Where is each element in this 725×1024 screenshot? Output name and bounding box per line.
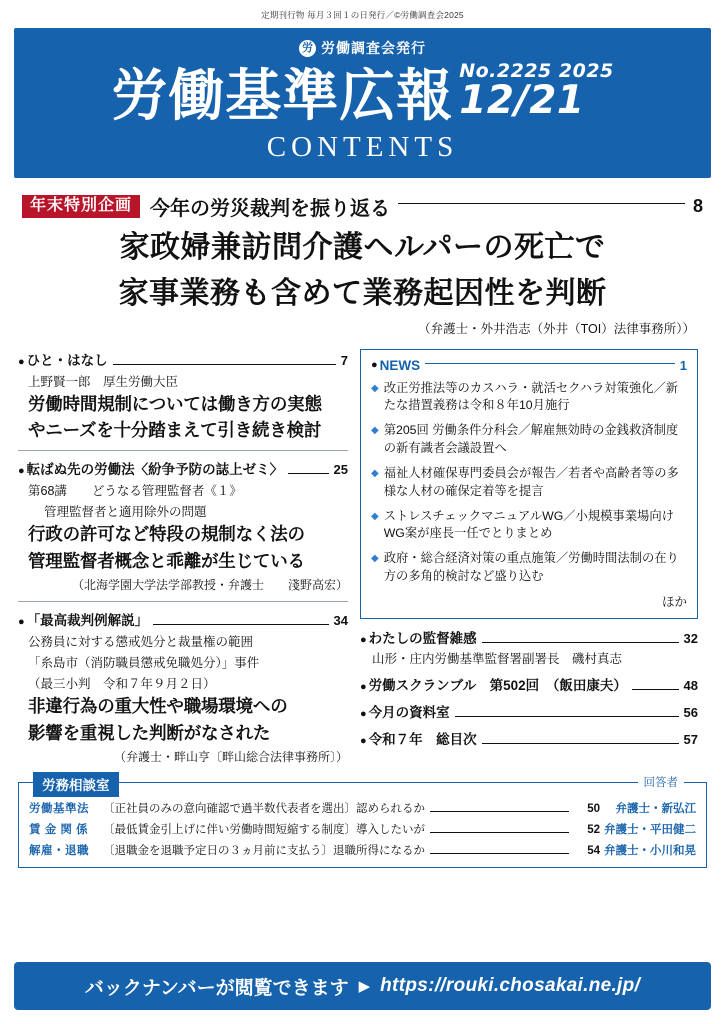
entry-header (360, 627, 698, 647)
diamond-bullet-icon: ◆ (371, 382, 379, 394)
feature-title-line1: 家政婦兼訪問介護ヘルパーの死亡で (119, 231, 606, 264)
entry-page: 48 (683, 677, 698, 693)
consultation-page: 50 (587, 803, 600, 816)
divider (18, 450, 348, 451)
bullet-icon: ● (360, 633, 367, 646)
diamond-bullet-icon: ◆ (371, 510, 379, 522)
diamond-bullet-icon: ◆ (371, 425, 379, 437)
toc-entry-kantoku-zakkan[interactable] (360, 627, 698, 667)
toc-entry-shiryoshitsu[interactable] (360, 701, 698, 721)
leader-rule (425, 363, 675, 364)
leader-rule (288, 473, 328, 474)
toc-entry-hito-hanashi[interactable] (18, 349, 348, 443)
answerer-label: 回答者 (638, 774, 685, 790)
entry-page: 7 (340, 352, 348, 368)
feature-article (22, 192, 703, 337)
news-box[interactable] (360, 349, 698, 619)
issue-block (459, 62, 614, 125)
entry-headline-2: やニーズを十分踏まえて引き続き検討 (28, 420, 322, 441)
circle-logo-icon: 労 (299, 40, 316, 57)
entry-subtitle: 山形・庄内労働基準監督署副署長 磯村真志 (372, 651, 623, 666)
leader-rule (455, 716, 679, 717)
toc-entry-saikosai[interactable] (18, 609, 348, 765)
entry-subtitle: 公務員に対する懲戒処分と裁量権の範囲 (28, 635, 254, 650)
news-title: NEWS (379, 357, 421, 373)
consultation-answerer: 弁護士・小川和晃 (604, 845, 696, 858)
news-item[interactable] (371, 380, 687, 416)
right-column (360, 349, 698, 774)
entry-title: 今月の資料室 (368, 704, 450, 720)
consultation-category: 労働基準法 (29, 803, 89, 816)
bullet-icon: ● (18, 616, 25, 629)
entry-title: わたしの監督雑感 (368, 630, 477, 646)
leader-rule (430, 853, 569, 854)
news-item[interactable] (371, 550, 687, 586)
toc-entry-scramble[interactable] (360, 674, 698, 694)
news-item-text: 改正労推法等のカスハラ・就活セクハラ対策強化／新たな措置義務は令和８年10月施行 (383, 380, 679, 413)
toc-entry-rodoho[interactable] (18, 458, 348, 593)
entry-subtitle: 上野賢一郎 厚生労働大臣 (28, 374, 179, 389)
entry-title: 転ばぬ先の労働法〈紛争予防の誌上ゼミ〉 (26, 462, 284, 478)
masthead (14, 28, 711, 178)
leader-rule (430, 832, 569, 833)
issue-number: No.2225 2025 (459, 60, 614, 82)
consultation-category: 解雇・退職 (29, 845, 89, 858)
consultation-page: 52 (587, 824, 600, 837)
entry-header (360, 728, 698, 748)
entry-page: 25 (333, 462, 348, 478)
feature-header-row (22, 192, 703, 221)
entry-title: ひと・はなし (26, 352, 108, 368)
divider (18, 601, 348, 602)
news-page: 1 (679, 357, 687, 373)
toc-entry-sokumoji[interactable] (360, 728, 698, 748)
feature-subtitle: 今年の労災裁判を振り返る (150, 198, 391, 220)
feature-page-number: 8 (692, 196, 703, 216)
entry-header (360, 674, 698, 694)
entry-headline-1: 労働時間規制については働き方の実態 (28, 393, 322, 414)
news-item[interactable] (371, 465, 687, 501)
bullet-icon: ● (18, 355, 25, 368)
leader-rule (398, 203, 685, 204)
diamond-bullet-icon: ◆ (371, 553, 379, 565)
entry-header (18, 609, 348, 629)
bullet-icon: ● (360, 707, 367, 720)
news-header (371, 358, 687, 373)
entry-title: 労働スクランブル 第502回 （飯田康夫） (368, 677, 627, 693)
consultation-page: 54 (587, 845, 600, 858)
leader-rule (153, 624, 328, 625)
entry-subtitle-2: 管理監督者と適用除外の問題 (44, 505, 207, 520)
news-more-label: ほか (661, 594, 687, 609)
contents-columns (18, 349, 707, 774)
leader-rule (430, 811, 569, 812)
feature-title-line2: 家事業務も含めて業務起因性を判断 (118, 276, 607, 310)
bullet-icon: ● (18, 465, 25, 478)
consultation-answerer: 弁護士・平田健二 (604, 824, 696, 837)
news-item-text: 政府・総合経済対策の重点施策／労働時間法制の在り方の多角的検討など盛り込む (383, 551, 679, 584)
issue-date: 12/21 (459, 78, 585, 123)
left-column (18, 349, 348, 774)
entry-headline-2: 管理監督者概念と乖離が生じている (28, 550, 305, 571)
back-number-banner[interactable] (14, 962, 711, 1010)
bullet-icon: ● (371, 358, 378, 371)
consultation-text: 〔退職金を退職予定日の３ヵ月前に支払う〕退職所得になるか (103, 845, 425, 858)
consultation-box (18, 777, 707, 868)
entry-title: 令和７年 総目次 (368, 731, 477, 747)
entry-page: 57 (683, 731, 698, 747)
entry-headline-1: 行政の許可など特段の規制なく法の (28, 524, 305, 545)
consultation-row[interactable] (29, 821, 696, 837)
banner-url[interactable]: https://rouki.chosakai.ne.jp/ (380, 975, 641, 996)
consultation-title: 労務相談室 (33, 772, 119, 797)
entry-page: 34 (333, 613, 348, 629)
entry-credit: （弁護士・畔山亨〔畔山総合法律事務所〕） (113, 750, 348, 765)
consultation-row[interactable] (29, 800, 696, 816)
banner-text: バックナンバーが閲覧できます (84, 977, 349, 999)
feature-author: （弁護士・外井浩志（外井（TOI）法律事務所）） (418, 321, 695, 336)
consultation-answerer: 弁護士・新弘江 (615, 803, 696, 816)
special-plan-badge: 年末特別企画 (22, 195, 140, 218)
bullet-icon: ● (360, 734, 367, 747)
entry-subtitle-2: 「糸島市（消防職員懲戒免職処分）」事件 (28, 656, 260, 671)
leader-rule (113, 364, 336, 365)
entry-page: 56 (683, 704, 698, 720)
news-item[interactable] (371, 508, 687, 544)
play-triangle-icon: ▶ (358, 978, 371, 995)
diamond-bullet-icon: ◆ (371, 467, 379, 479)
entry-header (18, 458, 348, 478)
title-row (24, 60, 701, 129)
entry-subtitle-3: （最三小判 令和７年９月２日） (28, 677, 216, 692)
entry-credit: （北海学園大学法学部教授・弁護士 淺野高宏） (71, 578, 348, 593)
news-item[interactable] (371, 422, 687, 458)
contents-heading: CONTENTS (266, 130, 459, 163)
entry-page: 32 (683, 630, 698, 646)
bullet-icon: ● (360, 680, 367, 693)
publisher-row (24, 38, 701, 58)
leader-rule (482, 642, 679, 643)
consultation-text: 〔正社員のみの意向確認で過半数代表者を選出〕認められるか (103, 803, 425, 816)
consultation-text: 〔最低賃金引上げに伴い労働時間短縮する制度〕導入したいが (103, 824, 425, 837)
news-item-text: ストレスチェックマニュアルWG／小規模事業場向けWG案が座長一任でとりまとめ (383, 508, 674, 541)
page-title: 労働基準広報 (111, 63, 454, 129)
publisher-name: 労働調査会発行 (321, 40, 426, 56)
entry-headline-1: 非違行為の重大性や職場環境への (28, 696, 288, 717)
entry-header (360, 701, 698, 721)
news-item-text: 福祉人材確保専門委員会が報告／若者や高齢者等の多様な人材の確保定着等を提言 (383, 465, 679, 498)
leader-rule (482, 743, 679, 744)
entry-headline-2: 影響を重視した判断がなされた (28, 722, 271, 743)
entry-subtitle: 第68講 どうなる管理監督者《１》 (28, 484, 242, 499)
news-item-text: 第205回 労働条件分科会／解雇無効時の金銭救済制度の新有識者会議設置へ (383, 423, 679, 456)
publication-notice: 定期刊行物 毎月３回１の日発行／©労働調査会2025 (261, 10, 464, 20)
entry-header (18, 349, 348, 369)
consultation-row[interactable] (29, 842, 696, 858)
leader-rule (632, 689, 679, 690)
entry-title: 「最高裁判例解説」 (26, 613, 149, 629)
consultation-rows (29, 800, 696, 858)
consultation-category: 賃 金 関 係 (29, 824, 89, 837)
